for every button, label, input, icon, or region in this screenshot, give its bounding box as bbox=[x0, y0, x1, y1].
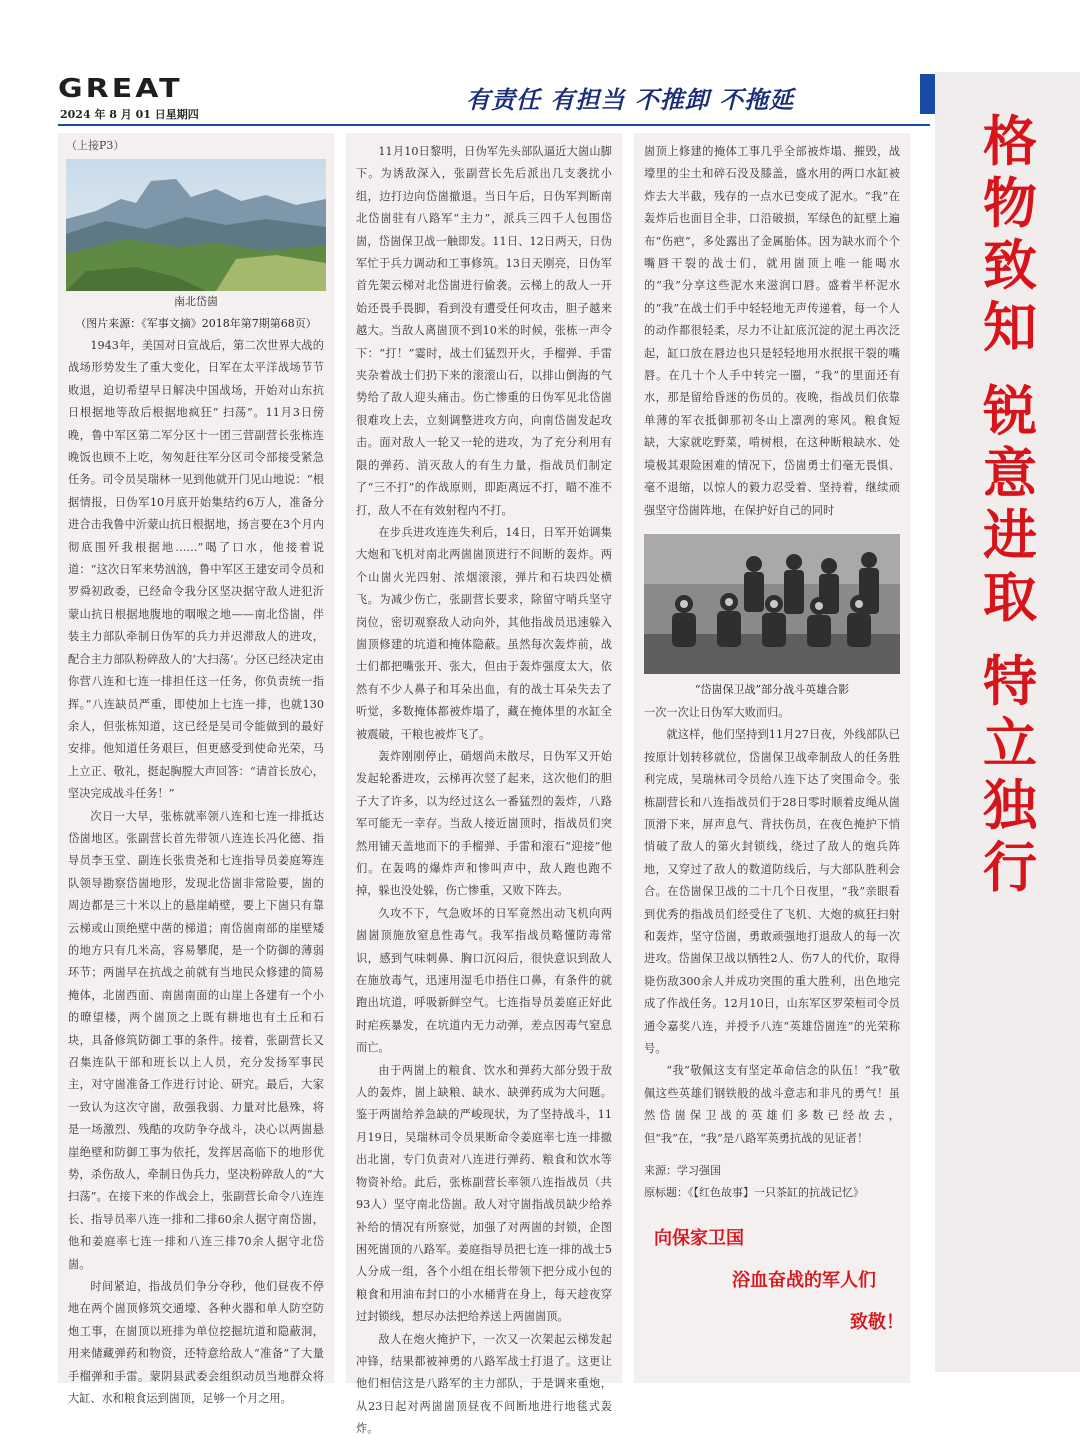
photo-caption: 南北岱崮 bbox=[174, 295, 218, 308]
motto-char: 进 bbox=[983, 503, 1037, 567]
side-motto bbox=[965, 110, 1055, 898]
tribute-line: 致敬！ bbox=[850, 1312, 904, 1333]
article-paragraph: 时间紧迫，指战员们争分夺秒，他们昼夜不停地在两个崮顶修筑交通壕、各种火器和单人防空防炮工事，在崮顶以班排为单位挖掘坑道和隐蔽洞，用来储藏弹药和物资，还特意给敌人“准备”了大量手榴弹和手雷。蒙阴县武委会组织动员当地群众将大缸、水和粮食运到崮顶，足够一个月之用。 bbox=[68, 1280, 324, 1406]
motto-char: 格 bbox=[983, 109, 1037, 173]
masthead-divider bbox=[58, 124, 930, 126]
article-original-title: 原标题：《【红色故事】一只茶缸的抗战记忆》 bbox=[644, 1186, 864, 1200]
header-slogan: 有责任 有担当 不推卸 不拖延 bbox=[466, 85, 795, 114]
motto-char: 独 bbox=[983, 773, 1037, 837]
masthead bbox=[58, 70, 928, 122]
article-paragraph: 在步兵进攻连连失利后，14日，日军开始调集大炮和飞机对南北两崮崮顶进行不间断的轰炸。两个山崮火光四射、浓烟滚滚，弹片和石块四处横飞。为减少伤亡，张副营长要求，除留守哨兵坚守岗位，密切观察敌人动向外，其他指战员迅速躲入崮顶修建的坑道和掩体隐蔽。虽然每次轰炸前，战士们都把嘴张开、张大，但由于轰炸强度太大，依然有不少人鼻子和耳朵出血，有的战士耳朵失去了听觉，多数掩体都被炸塌了，藏在掩体里的水缸全被震破，干粮也被炸飞了。 bbox=[356, 525, 612, 741]
motto-char: 行 bbox=[983, 835, 1037, 899]
article-paragraph: 一次一次让日伪军大败而归。 bbox=[644, 705, 790, 719]
article-column-3 bbox=[634, 133, 910, 1383]
article-paragraph: 敌人在炮火掩护下，一次又一次架起云梯发起冲锋，结果都被神勇的八路军战士打退了。这更让他们相信这是八路军的主力部队，于是调来重炮，从23日起对两崮崮顶昼夜不间断地进行地毯式轰炸。 bbox=[356, 1332, 612, 1436]
article-paragraph: 1943年，美国对日宣战后，第二次世界大战的战场形势发生了重大变化，日军在太平洋战场节节败退，迫切希望早日解决中国战场，开始对山东抗日根据地等敌后根据地疯狂“ 扫荡”。11月3日傍晚，鲁中军区第二军分区十一团三营副营长张栋连晚饭也顾不上吃，匆匆赶往军分区司令部接受紧急任务。司令员吴瑞林一见到他就开门见山地说：“根据情报，日伪军10月底开始集结约6万人，准备分进合击我鲁中沂蒙山抗日根据地，扬言要在3个月内彻底围歼我根据地……”喝了口水，他接着说道：“这次日军来势汹汹，鲁中军区王建安司令员和罗舜初政委，已经命令我分区坚决据守敌人进犯沂蒙山抗日根据地腹地的咽喉之地——南北岱崮，伴装主力部队牵制日伪军的兵力并迟滞敌人的进攻，配合主力部队粉碎敌人的‘大扫荡’。分区已经决定由你营八连和七连一排担任这一任务，你负责统一指挥。”八连缺员严重，即使加上七连一排，也就130余人，但张栋知道，这已经是吴司令能做到的最好安排。他知道任务艰巨，但更感受到使命光荣，马上立正、敬礼，挺起胸膛大声回答：“请首长放心，坚决完成战斗任务！” bbox=[68, 339, 324, 801]
tribute-line: 向保家卫国 bbox=[654, 1228, 744, 1249]
article-paragraph: 11月10日黎明，日伪军先头部队逼近大崮山脚下。为诱敌深入，张副营长先后派出几支袭扰小组，边打边向岱崮撤退。当日午后，日伪军判断南北岱崮驻有八路军“主力”，派兵三四千人包围岱崮，岱崮保卫战一触即发。11日、12日两天，日伪军忙于兵力调动和工事修筑。13日天刚亮，日伪军首先架云梯对北岱崮进行偷袭。云梯上的敌人一开始还畏手畏脚，看到没有遭受任何攻击，胆子越来越大。当敌人离崮顶不到10米的时候，张栋一声令下：“打！”霎时，战士们猛烈开火，手榴弹、手雷夹杂着战士们扔下来的滚滚山石，以排山倒海的气势给了敌人迎头痛击。伤亡惨重的日伪军见北岱崮很难攻上去，立刻调整进攻方向，向南岱崮发起攻击。面对敌人一轮又一轮的进攻，为了充分利用有限的弹药、消灭敌人的有生力量，指战员们制定了“三不打”的作战原则，即距离远不打，瞄不准不打，敌人不在有效射程内不打。 bbox=[356, 145, 612, 517]
article-paragraph: 轰炸刚刚停止，硝烟尚未散尽，日伪军又开始发起轮番进攻，云梯再次竖了起来，这次他们的胆子大了许多，以为经过这么一番猛烈的轰炸，八路军可能无一幸存。当敌人接近崮顶时，指战员们突然用铺天盖地而下的手榴弹、手雷和滚石“迎接”他们。在轰鸣的爆炸声和惨叫声中，敌人跑也跑不掉，躲也没处躲，伤亡惨重，又败下阵去。 bbox=[356, 749, 612, 898]
tribute-line: 浴血奋战的军人们 bbox=[732, 1270, 876, 1291]
motto-char: 取 bbox=[983, 565, 1037, 629]
photo-caption: “岱崮保卫战”部分战斗英雄合影 bbox=[694, 682, 850, 696]
article-paragraph: 就这样，他们坚持到11月27日夜，外线部队已按原计划转移就位，岱崮保卫战牵制敌人的任务胜利完成，吴瑞林司令员给八连下达了突围命令。张栋副营长和八连指战员们于28日零时顺着皮绳从崮顶滑下来，屏声息气、背扶伤员，在夜色掩护下悄悄破了敌人的第火封锁线，绕过了敌人的炮兵阵地，又穿过了敌人的数道防线后，与大部队胜利会合。在岱崮保卫战的二十几个日夜里，“我”亲眼看到优秀的指战员们经受住了飞机、大炮的疯狂扫射和轰炸，坚守岱崮，勇敢顽强地打退敌人的每一次进攻。岱崮保卫战以牺牲2人、伤7人的代价，取得毙伤敌300余人并成功突围的重大胜利，出色地完成了作战任务。12月10日，山东军区罗荣桓司令员通令嘉奖八连，并授予八连“英雄岱崮连”的光荣称号。 bbox=[644, 728, 900, 1055]
article-paragraph: 由于两崮上的粮食、饮水和弹药大部分毁于敌人的轰炸，崮上缺粮、缺水、缺弹药成为大问题。鉴于两崮给养急缺的严峻现状，为了坚持战斗，11月19日，吴瑞林司令员果断命令姜庭率七连一排撤出北崮，专门负责对八连进行弹药、粮食和饮水等物资补给。此后，张栋副营长率领八连指战员（共93人）坚守南北岱崮。敌人对守崮指战员缺少给养补给的情况有所察觉，加强了对两崮的封锁，企图困死崮顶的八路军。姜庭指导员把七连一排的战士5人分成一组，各个小组在组长带领下把分成小包的粮食和用油布封口的小水桶背在身上，每天趁夜穿过封锁线，想尽办法把给养送上两崮崮顶。 bbox=[356, 1063, 612, 1324]
article-paragraph: 次日一大早，张栋就率领八连和七连一排抵达岱崮地区。张副营长首先带领八连连长冯化德、指导员李玉堂、副连长张贵尧和七连指导员姜庭筹连队领导勘察岱崮地形，发现北岱崮非常险要，崮的周边都是三十米以上的悬崖峭壁，要上下崮只有靠云梯或山顶绝壁中凿的梯道；南岱崮南部的崖壁矮的地方只有几米高，容易攀爬，是一个防御的薄弱环节；两崮早在抗战之前就有当地民众修建的简易掩体，北崮西面、南崮南面的山崖上各建有一个小的暸望楼，两个崮顶之上既有耕地也有土丘和石块，具备修筑防御工事的条件。接着，张副营长又召集连队干部和班长以上人员，充分发扬军事民主，对守崮准备工作进行讨论、研究。最后，大家一致认为这次守崮，敌强我弱、力量对比悬殊，将是一场激烈、残酷的攻防争夺战斗，决心以两崮悬崖绝壁和防御工事为依托，发挥居高临下的地形优势，杀伤敌人，牵制日伪兵力，坚决粉碎敌人的“大扫荡”。在接下来的作战会上，张副营长命令八连连长、指导员率八连一排和二排60余人据守南岱崮，他和姜庭率七连一排和八连三排70余人据守北岱崮。 bbox=[68, 809, 324, 1271]
motto-char: 立 bbox=[983, 711, 1037, 775]
continued-note: （上接P3） bbox=[66, 139, 125, 152]
photo-source: （图片来源：《军事文摘》2018年第7期第68页） bbox=[75, 317, 317, 330]
article-paragraph: 崮顶上修建的掩体工事几乎全部被炸塌、摧毁，战壕里的尘土和碎石没及膝盖，盛水用的两口水缸被炸去大半截，残存的一点水已变成了泥水。“我”在轰炸后也面目全非，口沿破损，军绿色的缸壁上遍布“伤疤”，多处露出了金属胎体。因为缺水而个个嘴唇干裂的战士们，就用崮顶上唯一能喝水的“我”分享这些泥水来滋润口唇。盛着半杯泥水的“我”在战士们手中轻轻地无声传递着，每一个人的动作都很轻柔，尽力不让缸底沉淀的泥土再次泛起，缸口放在唇边也只是轻轻地用水抿抿干裂的嘴唇。在几十个人手中转完一圈，“我”的里面还有水，那是留给昏迷的伤员的。夜晚，指战员们依靠单薄的军衣抵御那初冬山上凛冽的寒风。粮食短缺，大家就吃野菜，啃树根，在这种断粮缺水、处境极其艰险困难的情况下，岱崮勇士们毫无畏惧、毫不退缩，以惊人的毅力忍受着、坚持着，继续顽强坚守岱崮阵地，在保护好自己的同时 bbox=[644, 145, 900, 517]
motto-char: 致 bbox=[983, 233, 1037, 297]
article-source: 来源：学习强国 bbox=[644, 1164, 721, 1178]
motto-char: 特 bbox=[983, 649, 1037, 713]
article-column-2 bbox=[346, 133, 622, 1436]
motto-char: 物 bbox=[983, 171, 1037, 235]
motto-char: 意 bbox=[983, 441, 1037, 505]
tribute-text bbox=[640, 1218, 920, 1338]
mountain-landscape-photo bbox=[66, 159, 326, 291]
motto-char: 知 bbox=[983, 295, 1037, 359]
article-column-1 bbox=[58, 133, 334, 1406]
motto-char: 锐 bbox=[983, 379, 1037, 443]
newspaper-logo: GREAT bbox=[58, 74, 183, 104]
article-paragraph: “我”敬佩这支有坚定革命信念的队伍！“我”敬佩这些英雄们钢铁般的战斗意志和非凡的勇气！虽然岱崮保卫战的英雄们多数已经故去，但“我”在，“我”是八路军英勇抗战的见证者！ bbox=[644, 1064, 900, 1145]
soldiers-group-photo bbox=[644, 534, 900, 674]
issue-date: 2024 年 8 月 01 日星期四 bbox=[60, 108, 199, 121]
article-paragraph: 久攻不下，气急败坏的日军竟然出动飞机向两崮崮顶施放窒息性毒气。我军指战员略懂防毒常识，感到气味刺鼻、胸口沉闷后，很快意识到敌人在施放毒气，迅速用湿毛巾捂住口鼻，有条件的就跑出坑道，呼吸新鲜空气。七连指导员姜庭正好此时疟疾暴发，在坑道内无力动弹，差点因毒气窒息而亡。 bbox=[356, 906, 612, 1055]
